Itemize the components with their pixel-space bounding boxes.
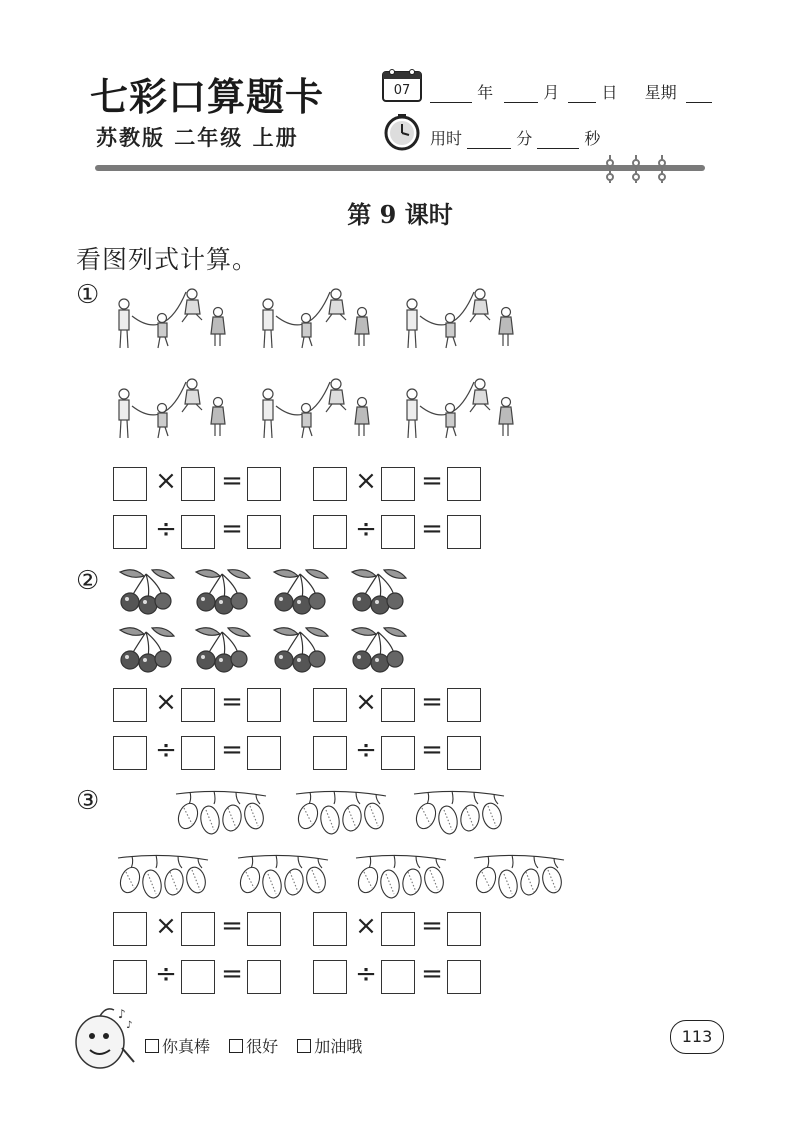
year-field[interactable]	[430, 88, 472, 103]
checkbox-icon[interactable]	[229, 1039, 243, 1053]
cherries-icon	[348, 624, 410, 678]
cherries-icon	[192, 624, 254, 678]
seconds-field[interactable]	[537, 134, 579, 149]
answer-box[interactable]	[247, 912, 281, 946]
checkbox-icon[interactable]	[145, 1039, 159, 1053]
month-label: 月	[543, 83, 560, 102]
answer-box[interactable]	[181, 960, 215, 994]
minutes-label: 分	[516, 129, 533, 148]
equals-sign: =	[221, 735, 243, 765]
answer-box[interactable]	[181, 515, 215, 549]
multiply-sign: ×	[155, 466, 177, 496]
answer-box[interactable]	[113, 688, 147, 722]
question-number-1: ①	[76, 280, 100, 310]
peanuts-icon	[112, 850, 214, 910]
answer-box[interactable]	[181, 912, 215, 946]
time-used-label: 用时	[430, 129, 463, 148]
peanuts-icon	[232, 850, 334, 910]
answer-box[interactable]	[381, 960, 415, 994]
answer-box[interactable]	[447, 688, 481, 722]
answer-box[interactable]	[381, 515, 415, 549]
answer-box[interactable]	[113, 736, 147, 770]
peanuts-icon	[468, 850, 570, 910]
children-jump-rope-icon	[254, 372, 374, 456]
multiply-sign: ×	[155, 911, 177, 941]
peanuts-icon	[290, 786, 392, 846]
answer-box[interactable]	[381, 467, 415, 501]
rating-label: 加油哦	[314, 1037, 363, 1056]
children-jump-rope-icon	[398, 282, 518, 366]
answer-box[interactable]	[181, 688, 215, 722]
answer-box[interactable]	[113, 515, 147, 549]
cherries-icon	[116, 624, 178, 678]
multiply-sign: ×	[355, 466, 377, 496]
equals-sign: =	[421, 687, 443, 717]
answer-box[interactable]	[113, 912, 147, 946]
peanuts-icon	[408, 786, 510, 846]
question-number-3: ③	[76, 786, 100, 816]
answer-box[interactable]	[381, 736, 415, 770]
equals-sign: =	[421, 959, 443, 989]
equals-sign: =	[421, 466, 443, 496]
svg-text:♪: ♪	[118, 1007, 126, 1021]
rating-label: 你真棒	[162, 1037, 211, 1056]
equals-sign: =	[221, 514, 243, 544]
divide-sign: ÷	[155, 514, 177, 544]
rating-options	[145, 1034, 362, 1057]
answer-box[interactable]	[447, 912, 481, 946]
answer-box[interactable]	[313, 515, 347, 549]
answer-box[interactable]	[313, 912, 347, 946]
question-number-2: ②	[76, 566, 100, 596]
divide-sign: ÷	[355, 959, 377, 989]
divide-sign: ÷	[355, 514, 377, 544]
day-label: 日	[601, 83, 618, 102]
answer-box[interactable]	[313, 960, 347, 994]
equals-sign: =	[221, 687, 243, 717]
seconds-label: 秒	[584, 129, 601, 148]
multiply-sign: ×	[355, 911, 377, 941]
page-number: 113	[670, 1020, 724, 1054]
answer-box[interactable]	[313, 736, 347, 770]
children-jump-rope-icon	[254, 282, 374, 366]
cherries-icon	[270, 566, 332, 620]
svg-text:♪: ♪	[126, 1020, 133, 1031]
equals-sign: =	[421, 735, 443, 765]
answer-box[interactable]	[247, 960, 281, 994]
time-fields	[430, 126, 600, 149]
equals-sign: =	[221, 466, 243, 496]
peanuts-icon	[350, 850, 452, 910]
answer-box[interactable]	[247, 467, 281, 501]
rating-option-good[interactable]	[229, 1037, 278, 1056]
answer-box[interactable]	[447, 467, 481, 501]
mascot-icon	[66, 1002, 138, 1074]
answer-box[interactable]	[447, 736, 481, 770]
answer-box[interactable]	[247, 736, 281, 770]
minutes-field[interactable]	[467, 134, 511, 149]
answer-box[interactable]	[247, 688, 281, 722]
calendar-icon	[382, 68, 422, 102]
weekday-field[interactable]	[686, 88, 712, 103]
equals-sign: =	[421, 514, 443, 544]
brand-title: 七彩口算题卡	[90, 74, 325, 119]
lesson-title: 第 9 课时	[347, 200, 453, 229]
answer-box[interactable]	[313, 467, 347, 501]
answer-box[interactable]	[181, 467, 215, 501]
answer-box[interactable]	[181, 736, 215, 770]
date-fields	[430, 80, 712, 103]
rating-option-keep-going[interactable]	[297, 1037, 362, 1056]
answer-box[interactable]	[113, 960, 147, 994]
peanuts-icon	[170, 786, 272, 846]
divide-sign: ÷	[155, 735, 177, 765]
answer-box[interactable]	[381, 688, 415, 722]
answer-box[interactable]	[447, 960, 481, 994]
instruction: 看图列式计算。	[76, 245, 259, 274]
multiply-sign: ×	[355, 687, 377, 717]
divide-sign: ÷	[355, 735, 377, 765]
answer-box[interactable]	[313, 688, 347, 722]
calendar-day: 07	[393, 83, 411, 98]
clock-icon	[383, 113, 421, 151]
answer-box[interactable]	[447, 515, 481, 549]
cherries-icon	[116, 566, 178, 620]
checkbox-icon[interactable]	[297, 1039, 311, 1053]
divide-sign: ÷	[155, 959, 177, 989]
edition-subtitle: 苏教版 二年级 上册	[96, 126, 299, 150]
cherries-icon	[348, 566, 410, 620]
year-label: 年	[477, 83, 494, 102]
children-jump-rope-icon	[398, 372, 518, 456]
divider-ornament-icon	[600, 155, 680, 185]
multiply-sign: ×	[155, 687, 177, 717]
answer-box[interactable]	[247, 515, 281, 549]
answer-box[interactable]	[113, 467, 147, 501]
children-jump-rope-icon	[110, 282, 230, 366]
month-field[interactable]	[504, 88, 538, 103]
rating-option-great[interactable]	[145, 1037, 210, 1056]
cherries-icon	[270, 624, 332, 678]
equals-sign: =	[421, 911, 443, 941]
equals-sign: =	[221, 911, 243, 941]
cherries-icon	[192, 566, 254, 620]
equals-sign: =	[221, 959, 243, 989]
day-field[interactable]	[568, 88, 596, 103]
weekday-label: 星期	[644, 83, 677, 102]
answer-box[interactable]	[381, 912, 415, 946]
rating-label: 很好	[246, 1037, 279, 1056]
children-jump-rope-icon	[110, 372, 230, 456]
